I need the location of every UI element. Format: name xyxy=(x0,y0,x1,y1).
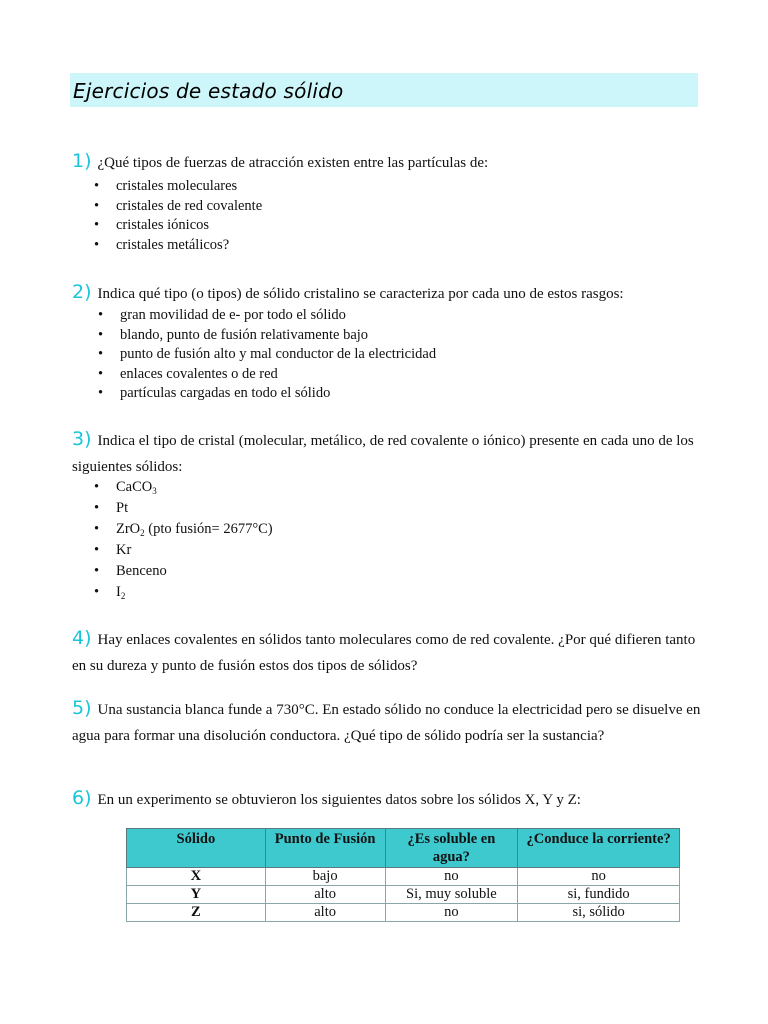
table-row xyxy=(127,886,680,904)
table-cell: Y xyxy=(127,886,266,904)
table-cell: alto xyxy=(265,886,385,904)
question-number: 2) xyxy=(72,281,92,303)
table-cell: alto xyxy=(265,904,385,922)
q3-list xyxy=(116,478,273,604)
title-banner xyxy=(70,73,698,107)
list-item: • cristales metálicos? xyxy=(116,236,262,256)
question-text: ¿Qué tipos de fuerzas de atracción existen entre las partículas de: xyxy=(97,155,489,171)
question-2 xyxy=(72,279,712,307)
table-row xyxy=(127,904,680,922)
question-5 xyxy=(72,695,712,749)
list-item: • gran movilidad de e- por todo el sólido xyxy=(120,306,436,326)
list-item: • blando, punto de fusión relativamente bajo xyxy=(120,326,436,346)
table-cell: Si, muy soluble xyxy=(385,886,518,904)
list-item: • Kr xyxy=(116,541,273,562)
list-item: • cristales de red covalente xyxy=(116,197,262,217)
question-number: 5) xyxy=(72,697,92,719)
table-header-row xyxy=(127,829,680,868)
question-text: En un experimento se obtuvieron los siguientes datos sobre los sólidos X, Y y Z: xyxy=(97,792,581,808)
question-text: Indica qué tipo (o tipos) de sólido cristalino se caracteriza por cada uno de estos rasgos: xyxy=(97,286,624,302)
table-cell: si, sólido xyxy=(518,904,680,922)
column-header: ¿Es soluble en agua? xyxy=(385,829,518,868)
column-header: Punto de Fusión xyxy=(265,829,385,868)
table-cell: X xyxy=(127,868,266,886)
question-3 xyxy=(72,426,712,480)
list-item: • cristales iónicos xyxy=(116,216,262,236)
list-item: • ZrO$_2$ (pto fusión= 2677°C) xyxy=(116,520,273,541)
question-text: Hay enlaces covalentes en sólidos tanto moleculares como de red covalente. ¿Por qué difieren tanto en su dureza y punto de fusión estos dos tipos de sólidos? xyxy=(72,632,696,674)
list-item: • $I_2$ xyxy=(116,583,273,604)
question-number: 6) xyxy=(72,787,92,809)
solids-table xyxy=(126,828,680,922)
list-item: • punto de fusión alto y mal conductor de la electricidad xyxy=(120,345,436,365)
list-item: • CaCO$_3$ xyxy=(116,478,273,499)
list-item: • partículas cargadas en todo el sólido xyxy=(120,384,436,404)
question-6 xyxy=(72,785,712,813)
list-item: • Benceno xyxy=(116,562,273,583)
list-item: • Pt xyxy=(116,499,273,520)
page-title: Ejercicios de estado sólido xyxy=(73,79,344,103)
question-number: 4) xyxy=(72,627,92,649)
q2-list xyxy=(120,306,436,404)
table-cell: si, fundido xyxy=(518,886,680,904)
table-cell: Z xyxy=(127,904,266,922)
question-4 xyxy=(72,625,712,679)
table-cell: no xyxy=(385,868,518,886)
table-row xyxy=(127,868,680,886)
question-number: 1) xyxy=(72,150,92,172)
question-number: 3) xyxy=(72,428,92,450)
table-cell: bajo xyxy=(265,868,385,886)
q1-list xyxy=(116,177,262,255)
question-text: Una sustancia blanca funde a 730°C. En estado sólido no conduce la electricidad pero se disuelve en agua para formar una disolución conductora. ¿Qué tipo de sólido podría ser la sustancia? xyxy=(72,702,701,744)
question-1 xyxy=(72,148,712,176)
table-cell: no xyxy=(385,904,518,922)
column-header: Sólido xyxy=(127,829,266,868)
list-item: • cristales moleculares xyxy=(116,177,262,197)
list-item: • enlaces covalentes o de red xyxy=(120,365,436,385)
question-text: Indica el tipo de cristal (molecular, metálico, de red covalente o iónico) presente en cada uno de los siguientes sólidos: xyxy=(72,433,694,475)
table-cell: no xyxy=(518,868,680,886)
column-header: ¿Conduce la corriente? xyxy=(518,829,680,868)
